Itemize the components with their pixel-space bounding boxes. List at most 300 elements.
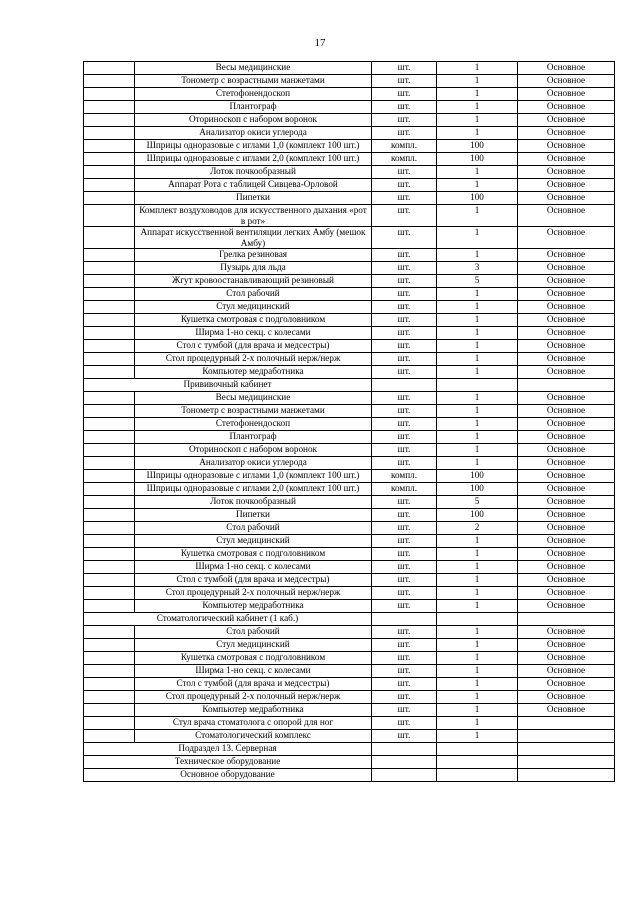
equipment-type-cell: Основное [518,470,615,483]
item-name-cell: Кушетка смотровая с подголовником [135,652,372,665]
unit-cell: шт. [372,88,437,101]
unit-cell: шт. [372,275,437,288]
unit-cell: шт. [372,691,437,704]
row-index-cell [84,457,135,470]
quantity-cell: 1 [437,717,518,730]
equipment-type-cell: Основное [518,301,615,314]
table-row [84,114,615,127]
section-row [84,743,615,756]
equipment-type-cell: Основное [518,561,615,574]
equipment-type-cell: Основное [518,288,615,301]
quantity-cell: 1 [437,691,518,704]
quantity-cell: 100 [437,192,518,205]
table-row [84,691,615,704]
quantity-cell: 1 [437,114,518,127]
row-index-cell [84,652,135,665]
quantity-cell: 1 [437,418,518,431]
table-row [84,353,615,366]
quantity-cell: 1 [437,88,518,101]
equipment-type-cell: Основное [518,639,615,652]
unit-cell: шт. [372,353,437,366]
row-index-cell [84,340,135,353]
table-row [84,431,615,444]
row-index-cell [84,114,135,127]
table-row [84,192,615,205]
unit-cell: шт. [372,431,437,444]
equipment-type-cell: Основное [518,665,615,678]
row-index-cell [84,600,135,613]
unit-cell: шт. [372,75,437,88]
unit-cell: шт. [372,327,437,340]
row-index-cell [84,140,135,153]
table-row [84,665,615,678]
unit-cell: шт. [372,192,437,205]
table-row [84,522,615,535]
section-title: Подраздел 13. Серверная [84,743,372,756]
item-name-cell: Плантограф [135,431,372,444]
section-title: Стоматологический кабинет (1 каб.) [84,613,372,626]
quantity-cell: 1 [437,561,518,574]
empty-cell [518,769,615,782]
section-row [84,756,615,769]
row-index-cell [84,639,135,652]
row-index-cell [84,405,135,418]
unit-cell: шт. [372,249,437,262]
item-name-cell: Ширма 1-но секц. с колесами [135,327,372,340]
equipment-type-cell: Основное [518,704,615,717]
quantity-cell: 1 [437,314,518,327]
quantity-cell: 1 [437,62,518,75]
empty-cell [437,769,518,782]
row-index-cell [84,483,135,496]
equipment-type-cell: Основное [518,227,615,249]
equipment-type-cell: Основное [518,678,615,691]
item-name-cell: Анализатор окиси углерода [135,457,372,470]
table-row [84,535,615,548]
row-index-cell [84,574,135,587]
table-row [84,483,615,496]
row-index-cell [84,522,135,535]
table-row [84,392,615,405]
unit-cell: шт. [372,678,437,691]
row-index-cell [84,496,135,509]
item-name-cell: Оториноскоп с набором воронок [135,114,372,127]
item-name-cell: Стол с тумбой (для врача и медсестры) [135,678,372,691]
row-index-cell [84,717,135,730]
equipment-type-cell: Основное [518,340,615,353]
table-row [84,205,615,227]
quantity-cell: 3 [437,262,518,275]
row-index-cell [84,535,135,548]
unit-cell: шт. [372,509,437,522]
item-name-cell: Кушетка смотровая с подголовником [135,314,372,327]
row-index-cell [84,353,135,366]
table-row [84,366,615,379]
unit-cell: шт. [372,205,437,227]
item-name-cell: Стол с тумбой (для врача и медсестры) [135,574,372,587]
item-name-cell: Компьютер медработника [135,704,372,717]
table-row [84,288,615,301]
item-name-cell: Стул врача стоматолога с опорой для ног [135,717,372,730]
unit-cell: шт. [372,704,437,717]
item-name-cell: Стол рабочий [135,522,372,535]
item-name-cell: Жгут кровоостанавливающий резиновый [135,275,372,288]
equipment-type-cell: Основное [518,62,615,75]
unit-cell: шт. [372,730,437,743]
item-name-cell: Плантограф [135,101,372,114]
table-row [84,153,615,166]
page-number: 17 [314,37,326,49]
equipment-type-cell: Основное [518,114,615,127]
unit-cell: шт. [372,457,437,470]
item-name-cell: Стол процедурный 2-х полочный нерж/нерж [135,691,372,704]
empty-cell [518,756,615,769]
equipment-type-cell: Основное [518,353,615,366]
item-name-cell: Компьютер медработника [135,366,372,379]
equipment-type-cell: Основное [518,192,615,205]
item-name-cell: Стол процедурный 2-х полочный нерж/нерж [135,353,372,366]
item-name-cell: Лоток почкообразный [135,166,372,179]
unit-cell: шт. [372,101,437,114]
quantity-cell: 1 [437,327,518,340]
quantity-cell: 1 [437,431,518,444]
item-name-cell: Комплект воздуховодов для искусственного дыхания «рот в рот» [135,205,372,227]
unit-cell: компл. [372,140,437,153]
empty-cell [518,613,615,626]
quantity-cell: 100 [437,483,518,496]
item-name-cell: Стоматологический комплекс [135,730,372,743]
table-row [84,127,615,140]
row-index-cell [84,249,135,262]
table-row [84,75,615,88]
row-index-cell [84,366,135,379]
item-name-cell: Ширма 1-но секц. с колесами [135,665,372,678]
unit-cell: шт. [372,717,437,730]
unit-cell: шт. [372,574,437,587]
row-index-cell [84,75,135,88]
row-index-cell [84,665,135,678]
unit-cell: шт. [372,665,437,678]
equipment-type-cell: Основное [518,327,615,340]
unit-cell: шт. [372,166,437,179]
unit-cell: шт. [372,288,437,301]
section-row [84,379,615,392]
row-index-cell [84,418,135,431]
empty-cell [437,743,518,756]
unit-cell: шт. [372,444,437,457]
row-index-cell [84,444,135,457]
quantity-cell: 1 [437,678,518,691]
item-name-cell: Стол рабочий [135,288,372,301]
table-row [84,652,615,665]
row-index-cell [84,205,135,227]
row-index-cell [84,275,135,288]
unit-cell: шт. [372,496,437,509]
equipment-type-cell [518,730,615,743]
table-row [84,548,615,561]
item-name-cell: Стул медицинский [135,639,372,652]
table-row [84,405,615,418]
unit-cell: шт. [372,587,437,600]
unit-cell: шт. [372,548,437,561]
item-name-cell: Анализатор окиси углерода [135,127,372,140]
unit-cell: компл. [372,483,437,496]
equipment-type-cell: Основное [518,392,615,405]
row-index-cell [84,392,135,405]
row-index-cell [84,561,135,574]
item-name-cell: Грелка резиновая [135,249,372,262]
quantity-cell: 100 [437,509,518,522]
row-index-cell [84,314,135,327]
item-name-cell: Пипетки [135,509,372,522]
quantity-cell: 1 [437,340,518,353]
empty-cell [518,743,615,756]
equipment-type-cell: Основное [518,587,615,600]
section-title: Основное оборудование [84,769,372,782]
item-name-cell: Шприцы одноразовые с иглами 1,0 (комплект 100 шт.) [135,470,372,483]
empty-cell [518,379,615,392]
row-index-cell [84,101,135,114]
empty-cell [372,756,437,769]
equipment-type-cell: Основное [518,574,615,587]
unit-cell: шт. [372,62,437,75]
row-index-cell [84,730,135,743]
equipment-table-body [84,62,615,782]
row-index-cell [84,153,135,166]
row-index-cell [84,509,135,522]
item-name-cell: Стетофонендоскоп [135,418,372,431]
table-row [84,730,615,743]
row-index-cell [84,166,135,179]
table-row [84,340,615,353]
row-index-cell [84,262,135,275]
table-row [84,457,615,470]
section-row [84,613,615,626]
unit-cell: шт. [372,652,437,665]
quantity-cell: 1 [437,353,518,366]
unit-cell: шт. [372,262,437,275]
quantity-cell: 1 [437,179,518,192]
table-row [84,678,615,691]
unit-cell: компл. [372,153,437,166]
table-row [84,275,615,288]
quantity-cell: 1 [437,444,518,457]
equipment-type-cell: Основное [518,600,615,613]
table-row [84,166,615,179]
quantity-cell: 5 [437,496,518,509]
item-name-cell: Весы медицинские [135,62,372,75]
quantity-cell: 1 [437,75,518,88]
item-name-cell: Аппарат Рота с таблицей Сивцева-Орловой [135,179,372,192]
quantity-cell: 1 [437,457,518,470]
unit-cell: шт. [372,340,437,353]
quantity-cell: 100 [437,153,518,166]
unit-cell: шт. [372,600,437,613]
equipment-type-cell: Основное [518,179,615,192]
empty-cell [372,769,437,782]
item-name-cell: Стол рабочий [135,626,372,639]
item-name-cell: Тонометр с возрастными манжетами [135,75,372,88]
table-row [84,704,615,717]
row-index-cell [84,288,135,301]
quantity-cell: 1 [437,227,518,249]
section-title: Прививочный кабинет [84,379,372,392]
equipment-type-cell: Основное [518,483,615,496]
equipment-type-cell: Основное [518,431,615,444]
row-index-cell [84,327,135,340]
unit-cell: шт. [372,301,437,314]
equipment-type-cell: Основное [518,626,615,639]
section-row [84,769,615,782]
item-name-cell: Пузырь для льда [135,262,372,275]
equipment-type-cell: Основное [518,444,615,457]
equipment-type-cell: Основное [518,691,615,704]
equipment-type-cell: Основное [518,457,615,470]
unit-cell: шт. [372,639,437,652]
equipment-type-cell: Основное [518,127,615,140]
quantity-cell: 1 [437,288,518,301]
unit-cell: шт. [372,522,437,535]
quantity-cell: 1 [437,574,518,587]
table-row [84,626,615,639]
quantity-cell: 1 [437,101,518,114]
equipment-type-cell: Основное [518,166,615,179]
item-name-cell: Стул медицинский [135,535,372,548]
equipment-type-cell: Основное [518,535,615,548]
quantity-cell: 2 [437,522,518,535]
table-row [84,179,615,192]
quantity-cell: 100 [437,140,518,153]
item-name-cell: Пипетки [135,192,372,205]
unit-cell: шт. [372,114,437,127]
equipment-type-cell: Основное [518,496,615,509]
quantity-cell: 1 [437,392,518,405]
equipment-type-cell: Основное [518,548,615,561]
equipment-type-cell: Основное [518,249,615,262]
row-index-cell [84,587,135,600]
unit-cell: шт. [372,561,437,574]
item-name-cell: Ширма 1-но секц. с колесами [135,561,372,574]
quantity-cell: 1 [437,730,518,743]
item-name-cell: Компьютер медработника [135,600,372,613]
table-row [84,140,615,153]
table-row [84,314,615,327]
item-name-cell: Тонометр с возрастными манжетами [135,405,372,418]
quantity-cell: 1 [437,405,518,418]
table-row [84,227,615,249]
table-row [84,62,615,75]
quantity-cell: 1 [437,587,518,600]
table-row [84,717,615,730]
table-row [84,301,615,314]
unit-cell: шт. [372,392,437,405]
empty-cell [437,613,518,626]
table-row [84,470,615,483]
quantity-cell: 1 [437,548,518,561]
quantity-cell: 1 [437,626,518,639]
quantity-cell: 1 [437,301,518,314]
equipment-type-cell: Основное [518,314,615,327]
equipment-type-cell: Основное [518,101,615,114]
item-name-cell: Стол процедурный 2-х полочный нерж/нерж [135,587,372,600]
quantity-cell: 1 [437,704,518,717]
empty-cell [372,613,437,626]
equipment-type-cell: Основное [518,366,615,379]
item-name-cell: Лоток почкообразный [135,496,372,509]
table-row [84,249,615,262]
table-row [84,587,615,600]
item-name-cell: Оториноскоп с набором воронок [135,444,372,457]
row-index-cell [84,691,135,704]
unit-cell: шт. [372,535,437,548]
quantity-cell: 1 [437,639,518,652]
table-row [84,101,615,114]
empty-cell [437,756,518,769]
item-name-cell: Аппарат искусственной вентиляции легких Амбу (мешок Амбу) [135,227,372,249]
row-index-cell [84,470,135,483]
empty-cell [437,379,518,392]
quantity-cell: 1 [437,127,518,140]
equipment-type-cell [518,717,615,730]
row-index-cell [84,678,135,691]
table-row [84,509,615,522]
unit-cell: шт. [372,127,437,140]
row-index-cell [84,88,135,101]
item-name-cell: Кушетка смотровая с подголовником [135,548,372,561]
quantity-cell: 5 [437,275,518,288]
item-name-cell: Весы медицинские [135,392,372,405]
equipment-type-cell: Основное [518,275,615,288]
unit-cell: шт. [372,314,437,327]
quantity-cell: 1 [437,166,518,179]
quantity-cell: 1 [437,665,518,678]
table-row [84,574,615,587]
unit-cell: компл. [372,470,437,483]
item-name-cell: Стетофонендоскоп [135,88,372,101]
row-index-cell [84,227,135,249]
table-row [84,88,615,101]
equipment-table [83,61,615,782]
row-index-cell [84,548,135,561]
quantity-cell: 100 [437,470,518,483]
row-index-cell [84,301,135,314]
table-row [84,561,615,574]
unit-cell: шт. [372,227,437,249]
equipment-type-cell: Основное [518,405,615,418]
item-name-cell: Стул медицинский [135,301,372,314]
equipment-type-cell: Основное [518,522,615,535]
unit-cell: шт. [372,626,437,639]
table-row [84,600,615,613]
item-name-cell: Шприцы одноразовые с иглами 2,0 (комплект 100 шт.) [135,483,372,496]
equipment-type-cell: Основное [518,418,615,431]
row-index-cell [84,62,135,75]
table-row [84,418,615,431]
equipment-type-cell: Основное [518,75,615,88]
equipment-type-cell: Основное [518,652,615,665]
quantity-cell: 1 [437,535,518,548]
unit-cell: шт. [372,405,437,418]
row-index-cell [84,179,135,192]
quantity-cell: 1 [437,652,518,665]
table-row [84,496,615,509]
row-index-cell [84,626,135,639]
empty-cell [372,379,437,392]
equipment-type-cell: Основное [518,205,615,227]
table-row [84,444,615,457]
row-index-cell [84,431,135,444]
quantity-cell: 1 [437,600,518,613]
